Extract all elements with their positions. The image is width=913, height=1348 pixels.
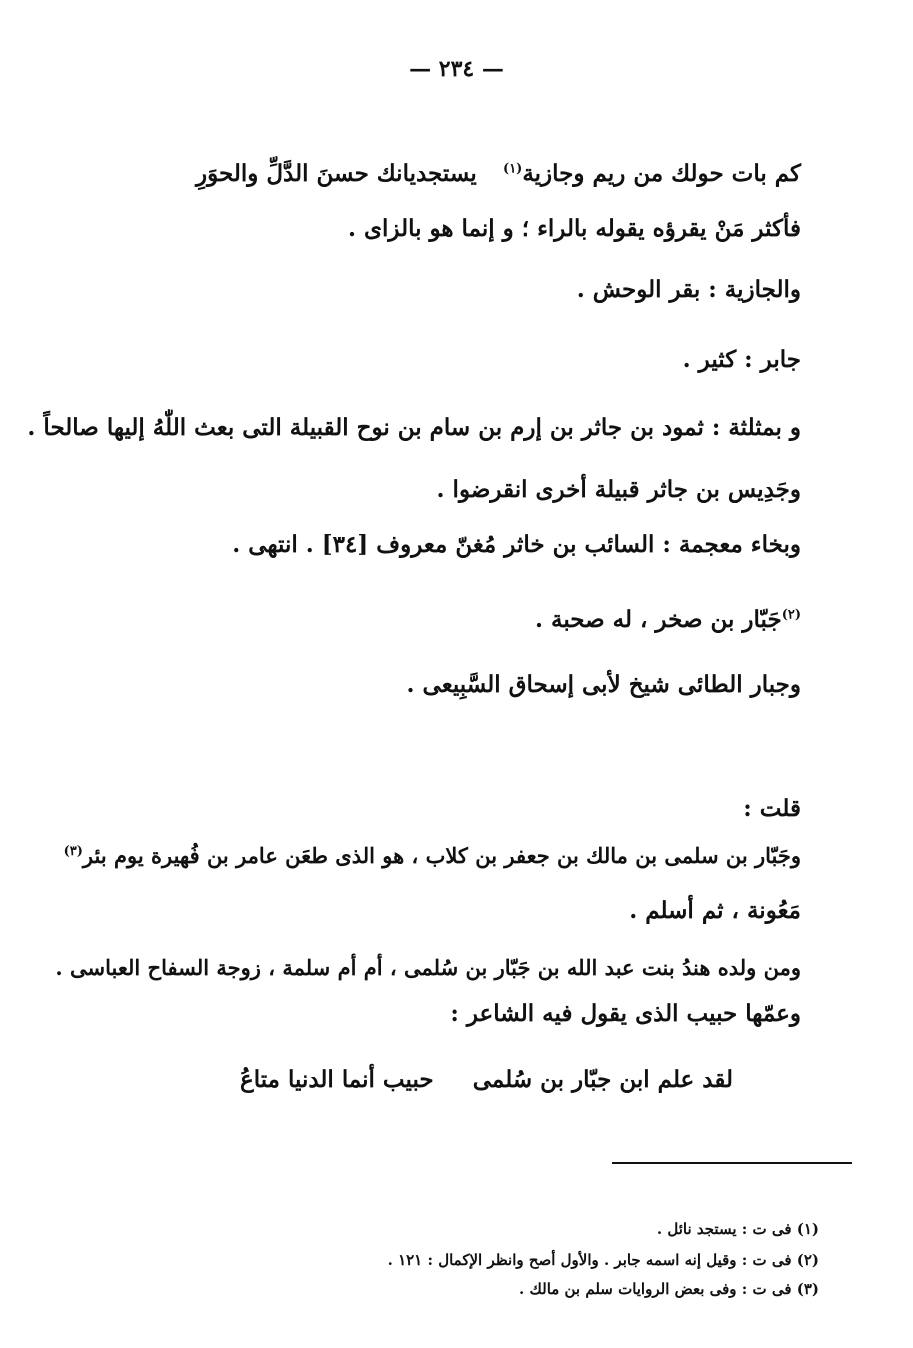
paragraph-jadis: وجَدِيس بن جاثر قبيلة أخرى انقرضوا . xyxy=(436,476,801,503)
footnote-2: (٢) فى ت : وقيل إنه اسمه جابر . والأول أصح وانظر الإكمال : ١٢١ . xyxy=(387,1251,819,1269)
paragraph-jabir: جابر : كثير . xyxy=(682,346,801,373)
paragraph-jabbar-salma-1 xyxy=(64,843,801,868)
paragraph-jabbar-sakhr-text: جَبّار بن صخر ، له صحبة . xyxy=(534,606,782,633)
footnote-marker-2: (٢) xyxy=(781,607,801,623)
paragraph-jabbar-salma-1-text: وجَبّار بن سلمى بن مالك بن جعفر بن كلاب ، هو الذى طعَن عامر بن فُهيرة يوم بئر xyxy=(82,843,801,868)
paragraph-habib: وعمّها حبيب الذى يقول فيه الشاعر : xyxy=(450,1000,801,1027)
footnote-3: (٣) فى ت : وفى بعض الروايات سلم بن مالك . xyxy=(519,1280,819,1298)
paragraph-misreading: فأكثر مَنْ يقرؤه يقوله بالراء ؛ و إنما هو بالزاى . xyxy=(348,215,801,242)
footnote-marker-1: (١) xyxy=(503,161,523,177)
verse-1-first-hemistich xyxy=(503,160,801,187)
verse-1-right-text: كم بات حولك من ريم وجازية xyxy=(522,160,801,187)
heading-qult: قلت : xyxy=(743,795,801,822)
footnote-separator xyxy=(612,1162,852,1164)
verse-2-first-hemistich: لقد علم ابن جبّار بن سُلمى xyxy=(472,1066,733,1093)
footnote-marker-3: (٣) xyxy=(63,844,83,859)
paragraph-thamud: و بمثلثة : ثمود بن جاثر بن إرم بن سام بن نوح القبيلة التى بعث اللّٰهُ إليها صالحاً . xyxy=(27,414,801,441)
paragraph-jabbar-salma-2: مَعُونة ، ثم أسلم . xyxy=(629,897,801,924)
paragraph-jabbar-tai: وجبار الطائى شيخ لأبى إسحاق السَّبِيعى . xyxy=(406,671,801,698)
footnote-1: (١) فى ت : يستجد نائل . xyxy=(656,1220,819,1238)
paragraph-jaziya: والجازية : بقر الوحش . xyxy=(576,276,801,303)
paragraph-khathir: وبخاء معجمة : السائب بن خاثر مُغنّ معروف [٣٤] . انتهى . xyxy=(232,531,801,558)
verse-2-second-hemistich: حبيب أنما الدنيا متاعُ xyxy=(240,1066,434,1093)
paragraph-hind: ومن ولده هندُ بنت عبد الله بن جَبّار بن سُلمى ، أم أم سلمة ، زوجة السفاح العباسى . xyxy=(55,955,801,980)
paragraph-jabbar-sakhr xyxy=(535,606,801,633)
page-number: — ٢٣٤ — xyxy=(409,56,504,82)
verse-1-second-hemistich: يستجديانك حسنَ الدَّلِّ والحوَرِ xyxy=(196,160,477,187)
